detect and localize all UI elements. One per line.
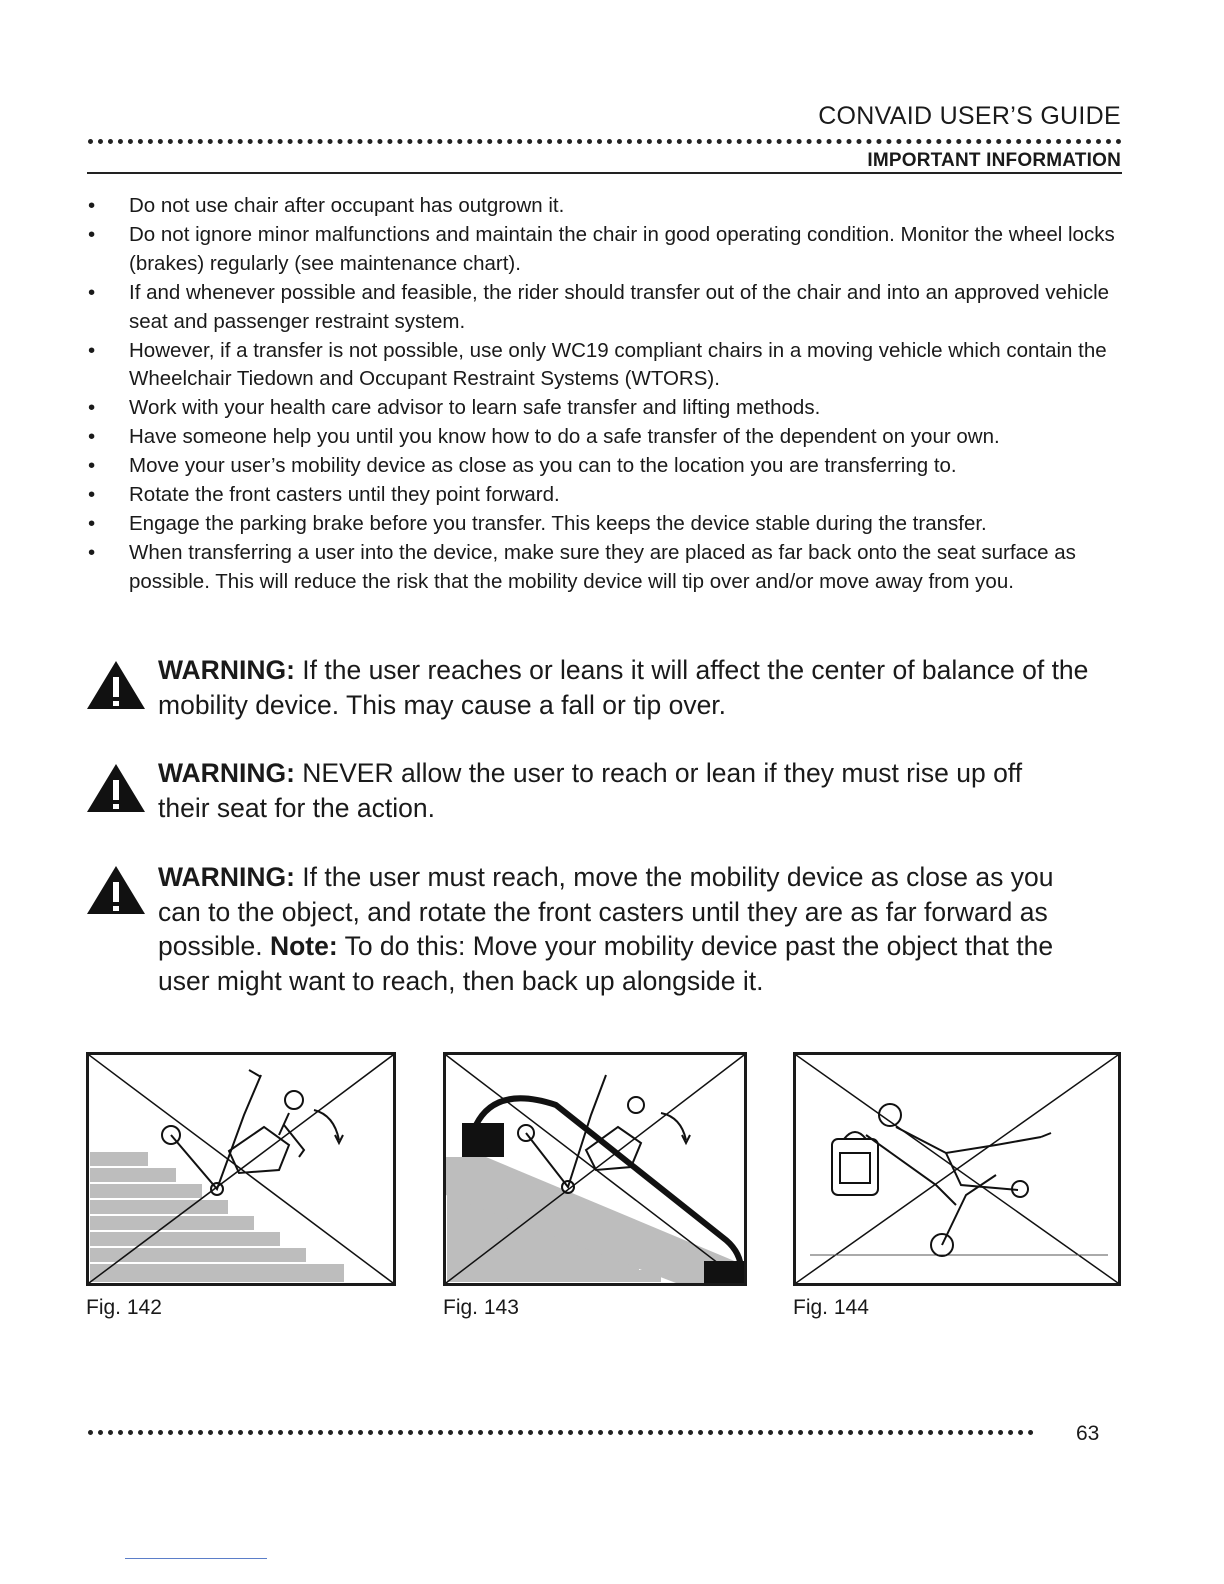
safety-bullet-list xyxy=(88,192,1128,597)
warning-block-2 xyxy=(86,756,1066,825)
section-title: IMPORTANT INFORMATION xyxy=(867,150,1121,171)
warning-block-3 xyxy=(86,860,1096,998)
warning-triangle-icon xyxy=(86,762,146,814)
warning-block-1 xyxy=(86,653,1131,722)
note-text: To do this: Move your mobility device past the object that the user might want to reach, then back up alongside it. xyxy=(158,931,1054,996)
page-number: 63 xyxy=(1076,1422,1100,1445)
header-dotted-rule xyxy=(88,139,1122,144)
note-label: Note: xyxy=(269,931,338,961)
figure-144-caption: Fig. 144 xyxy=(793,1296,869,1319)
figure-143 xyxy=(443,1052,747,1286)
list-item: • Do not ignore minor malfunctions and maintain the chair in good operating condition. Monitor the wheel locks (brakes) regularly (see maintenance chart). xyxy=(88,222,1115,275)
figure-144-illustration xyxy=(796,1055,1118,1283)
list-item: • Engage the parking brake before you transfer. This keeps the device stable during the transfer. xyxy=(88,511,987,535)
warning-text: If the user must reach, move the mobility device as close as you can to the object, and rotate the front casters until they are as far forward as possible. xyxy=(158,862,1054,961)
figure-142 xyxy=(86,1052,396,1286)
warning-text: If the user reaches or leans it will affect the center of balance of the mobility device. This may cause a fall or tip over. xyxy=(158,655,1089,720)
list-item: • Have someone help you until you know how to do a safe transfer of the dependent on your own. xyxy=(88,425,1000,449)
warning-triangle-icon xyxy=(86,659,146,711)
footer-underline xyxy=(125,1558,267,1559)
list-item: • If and whenever possible and feasible, the rider should transfer out of the chair and into an approved vehicle seat and passenger restraint system. xyxy=(88,280,1110,333)
list-item: • When transferring a user into the device, make sure they are placed as far back onto the seat surface as possible. This will reduce the risk that the mobility device will tip over and/or move away from you. xyxy=(88,540,1076,593)
guide-title: CONVAID USER’S GUIDE xyxy=(818,102,1121,130)
warning-triangle-icon xyxy=(86,864,146,916)
list-item: • Do not use chair after occupant has outgrown it. xyxy=(88,194,565,217)
list-item: • However, if a transfer is not possible, use only WC19 compliant chairs in a moving vehicle which contain the Wheelchair Tiedown and Occupant Restraint Systems (WTORS). xyxy=(88,338,1107,391)
figure-143-illustration xyxy=(446,1055,744,1283)
list-item: • Move your user’s mobility device as close as you can to the location you are transferring to. xyxy=(88,454,957,478)
footer-dotted-rule xyxy=(88,1430,1034,1435)
warning-label: WARNING: xyxy=(158,655,295,685)
figure-142-caption: Fig. 142 xyxy=(86,1296,162,1319)
warning-label: WARNING: xyxy=(158,758,295,788)
figure-144 xyxy=(793,1052,1121,1286)
list-item: • Work with your health care advisor to learn safe transfer and lifting methods. xyxy=(88,396,821,420)
figure-143-caption: Fig. 143 xyxy=(443,1296,519,1319)
figure-142-illustration xyxy=(89,1055,393,1283)
section-rule xyxy=(87,172,1122,174)
warning-text: NEVER allow the user to reach or lean if they must rise up off their seat for the action. xyxy=(158,758,1023,823)
list-item: • Rotate the front casters until they point forward. xyxy=(88,483,560,507)
warning-label: WARNING: xyxy=(158,862,295,892)
